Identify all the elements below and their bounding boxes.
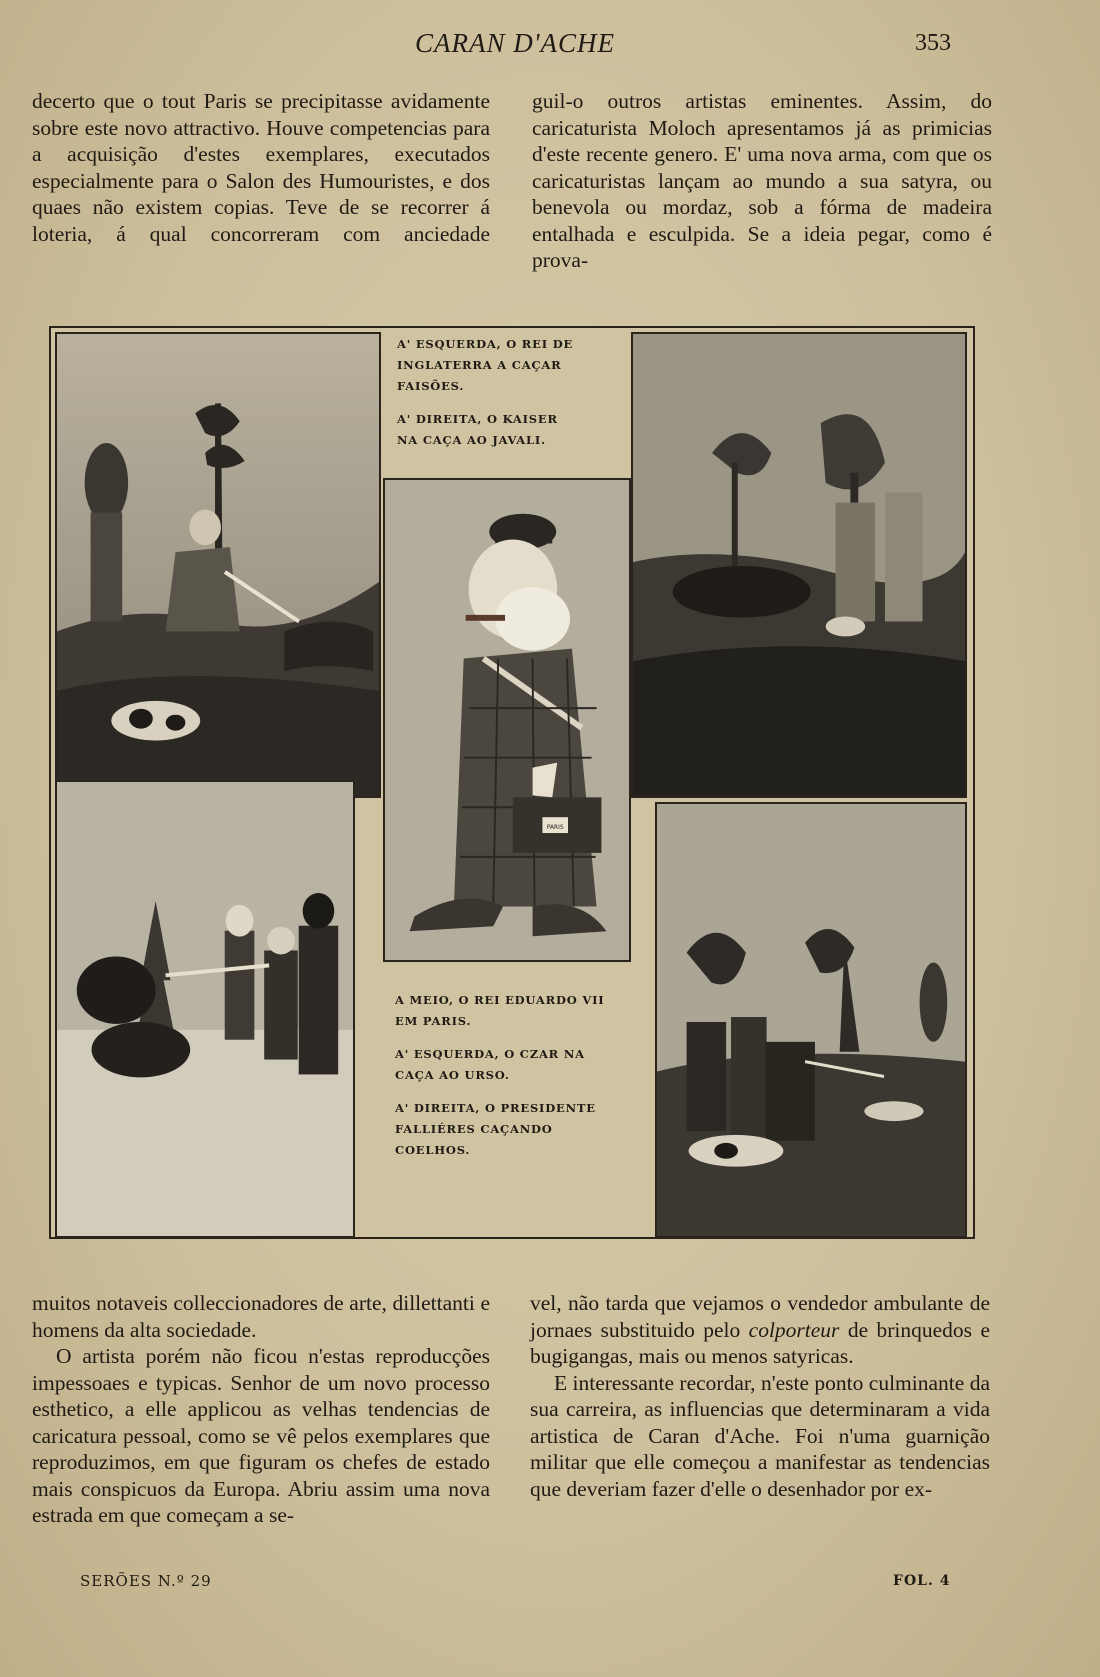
bottom-right-paragraph-1 — [530, 1290, 990, 1370]
suitcase-label: PARIS — [546, 825, 564, 832]
photo-presidente-image — [657, 804, 965, 1236]
photo-rei-eduardo-image — [385, 480, 629, 960]
bottom-left-paragraph-1: muitos notaveis colleccionadores de arte, dillettanti e homens da alta sociedade. — [32, 1291, 490, 1342]
photo-kaiser — [631, 332, 967, 798]
photo-czar-image — [57, 782, 353, 1236]
caption-bottom-middle-text: A MEIO, O REI EDUARDO VII EM PARIS. — [395, 993, 605, 1028]
bottom-right-paragraph-2: E interessante recordar, n'este ponto culminante da sua carreira, as influencias que determinaram a vida artistica de Caran d'Ache. Foi n'uma guarnição militar que elle começou a manifestar as tendencias que deveriam fazer d'elle o desenhador por ex- — [530, 1370, 990, 1501]
page-number: 353 — [915, 30, 951, 56]
photo-rei-inglaterra-image — [57, 334, 379, 796]
photo-kaiser-image — [633, 334, 965, 796]
footer-issue: SERÕES N.º 29 — [80, 1572, 212, 1590]
bottom-right-column — [530, 1290, 990, 1502]
caption-bottom — [383, 960, 631, 1238]
footer-folio: FOL. 4 — [893, 1573, 951, 1589]
bottom-right-p1-end: de brinquedos e bugigangas, mais ou menos satyricas. — [530, 1317, 990, 1368]
photo-czar — [55, 780, 355, 1238]
top-left-column — [32, 88, 490, 247]
photo-rei-eduardo — [383, 478, 631, 962]
caption-bottom-right-text: A' DIREITA, O PRESIDENTE FALLIÉRES CAÇANDO COELHOS. — [395, 1101, 596, 1157]
top-right-column — [532, 88, 992, 274]
caption-top-left-text: A' ESQUERDA, O REI DE INGLATERRA A CAÇAR FAISÕES. — [397, 337, 574, 393]
caption-top — [383, 326, 593, 498]
photo-presidente — [655, 802, 967, 1238]
caption-bottom-left-text: A' ESQUERDA, O CZAR NA CAÇA AO URSO. — [395, 1047, 585, 1082]
bottom-right-p1-italic: colporteur — [748, 1317, 840, 1342]
caption-top-right-text: A' DIREITA, O KAISER NA CAÇA AO JAVALI. — [397, 412, 558, 447]
bottom-right-p1-start: vel, não tarda que vejamos o vendedor ambulante de jornaes substituido pelo — [530, 1291, 990, 1342]
bottom-left-column — [32, 1290, 490, 1529]
illustration-plate — [49, 326, 975, 1239]
bottom-left-paragraph-2: O artista porém não ficou n'estas reproducções impessoaes e typicas. Senhor de um novo processo esthetico, a elle applicou as velhas tendencias de caricatura pessoal, como se vê pelos exemplares que reproduzimos, em que figuram os chefes de estado mais conspicuos da Europa. Abriu assim uma nova estrada em que começam a se- — [32, 1344, 490, 1527]
running-header-title: CARAN D'ACHE — [414, 28, 615, 58]
photo-rei-inglaterra — [55, 332, 381, 798]
top-left-paragraph: decerto que o tout Paris se precipitasse avidamente sobre este novo attractivo. Houve competencias para a acquisição d'estes exemplares, executados especialmente para o Salon des Humouristes, e dos quaes não existem copias. Teve de se recorrer á loteria, á qual concorreram com anciedade — [32, 89, 490, 246]
top-right-paragraph: guil-o outros artistas eminentes. Assim, do caricaturista Moloch apresentamos já as primicias d'este recente genero. E' uma nova arma, com que os caricaturistas lançam ao mundo a sua satyra, ou benevola ou mordaz, sob a fórma de madeira entalhada e esculpida. Se a ideia pegar, como é prova- — [532, 89, 992, 272]
